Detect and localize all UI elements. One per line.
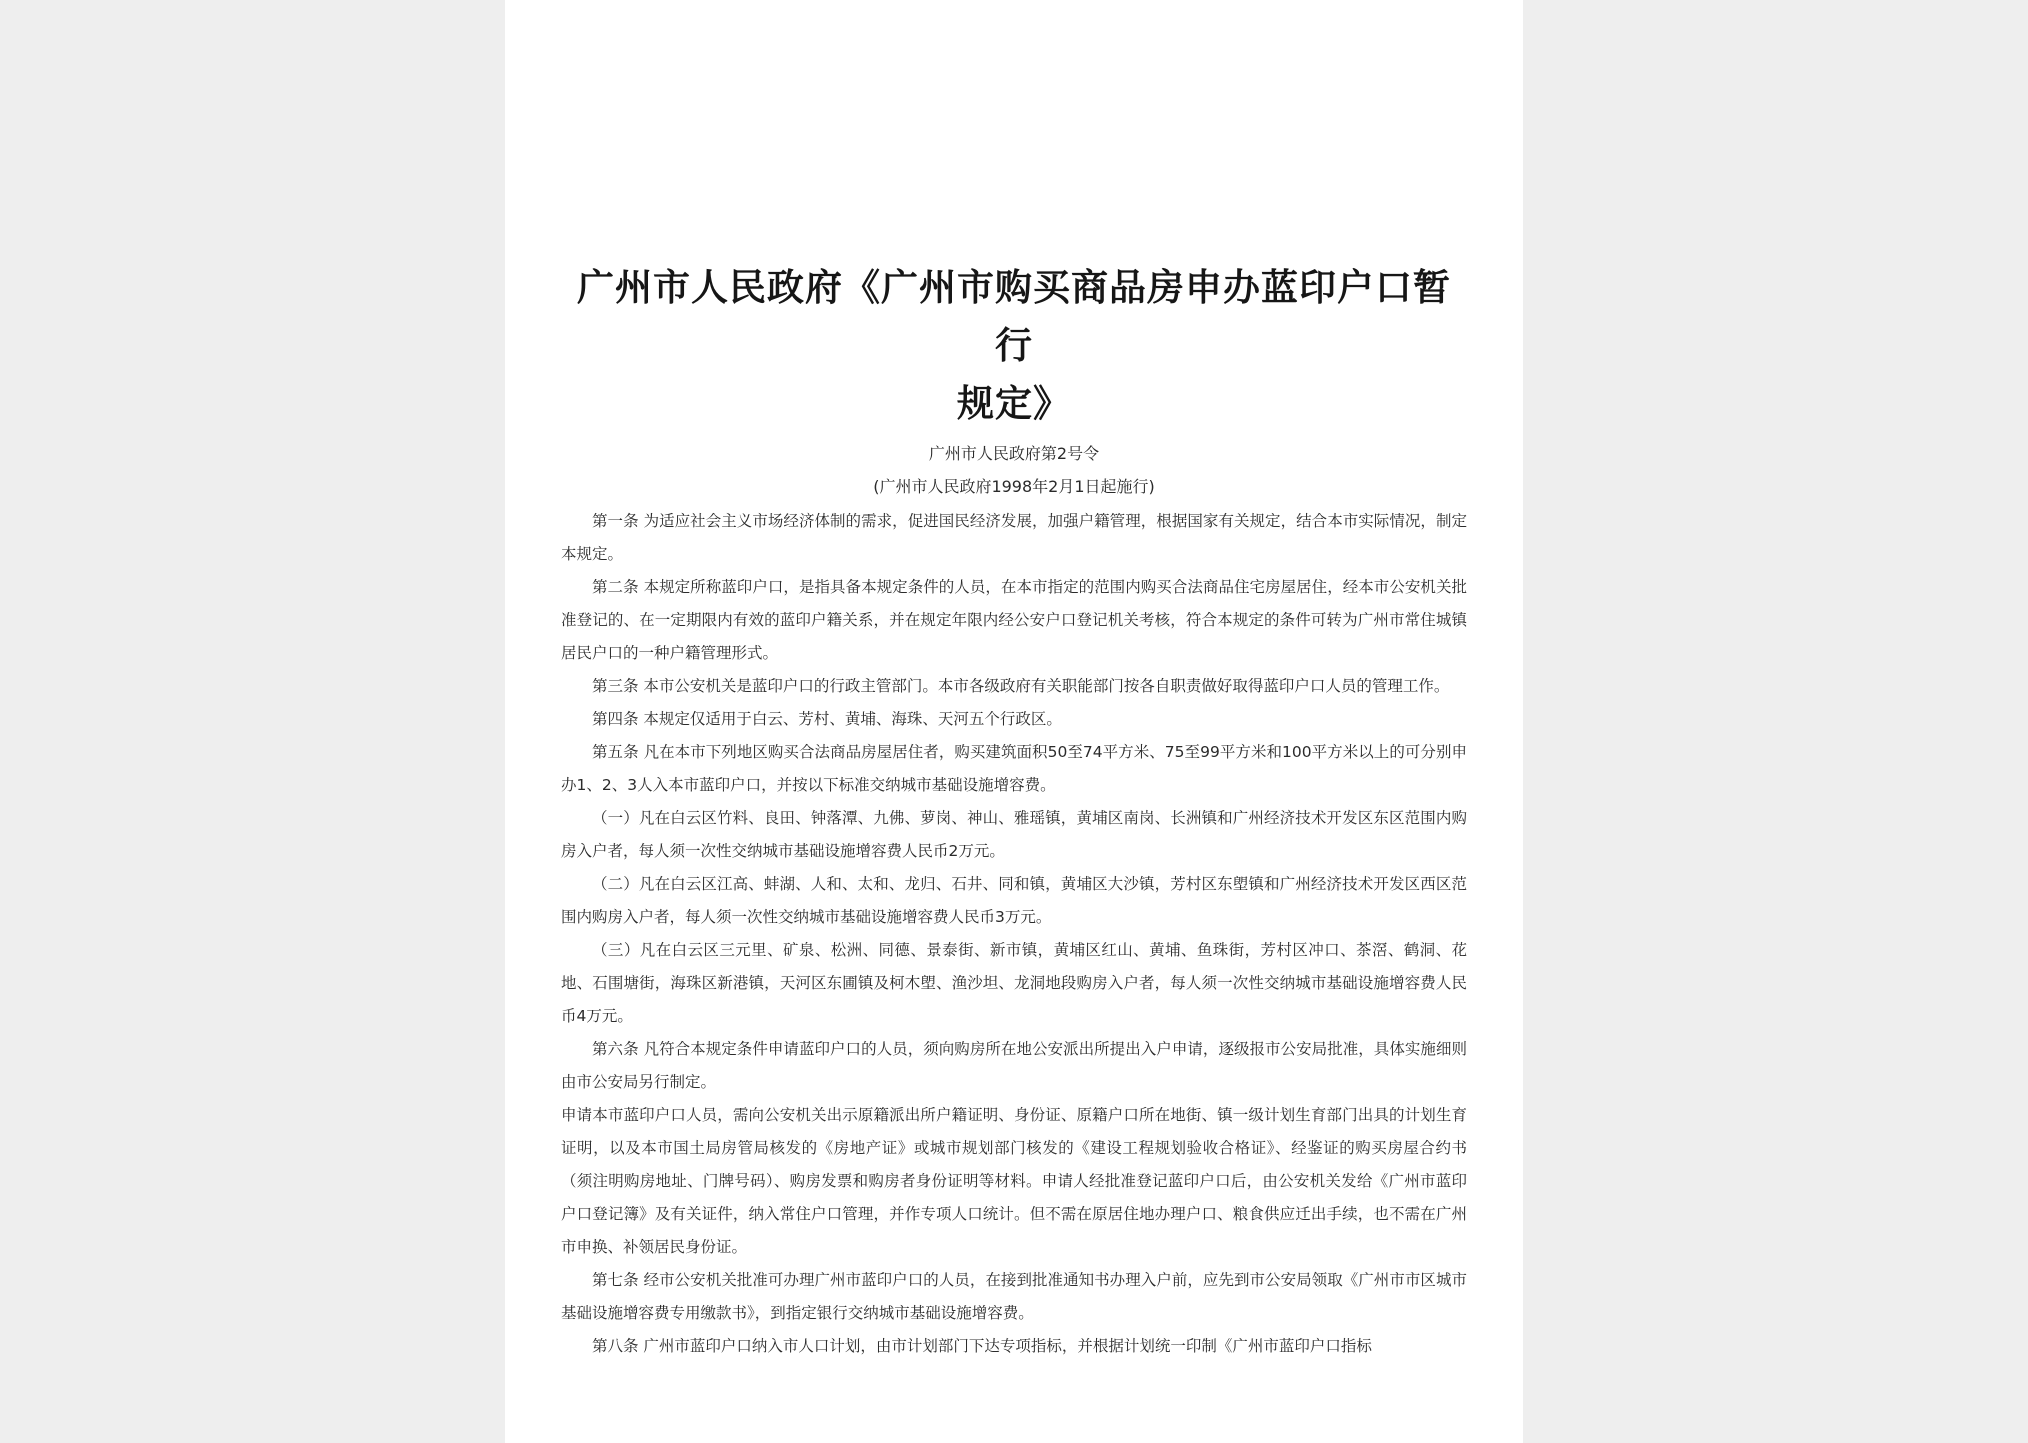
article-6-continued: 申请本市蓝印户口人员，需向公安机关出示原籍派出所户籍证明、身份证、原籍户口所在地街、镇一级计划生育部门出具的计划生育证明，以及本市国土局房管局核发的《房地产证》或城市规划部门核发的《建设工程规划验收合格证》、经鉴证的购买房屋合约书（须注明购房地址、门牌号码）、购房发票和购房者身份证明等材料。申请人经批准登记蓝印户口后，由公安机关发给《广州市蓝印户口登记簿》及有关证件，纳入常住户口管理，并作专项人口统计。但不需在原居住地办理户口、粮食供应迁出手续，也不需在广州市申换、补领居民身份证。 xyxy=(561,1106,1467,1256)
article-5: 第五条 凡在本市下列地区购买合法商品房屋居住者，购买建筑面积50至74平方米、75至99平方米和100平方米以上的可分别申办1、2、3人入本市蓝印户口，并按以下标准交纳城市基础设施增容费。 xyxy=(561,743,1467,794)
document-body xyxy=(561,505,1467,1363)
effective-date: (广州市人民政府1998年2月1日起施行) xyxy=(873,477,1155,496)
article-8: 第八条 广州市蓝印户口纳入市人口计划，由市计划部门下达专项指标，并根据计划统一印制《广州市蓝印户口指标 xyxy=(592,1337,1372,1355)
article-1: 第一条 为适应社会主义市场经济体制的需求，促进国民经济发展，加强户籍管理，根据国家有关规定，结合本市实际情况，制定本规定。 xyxy=(561,512,1467,563)
article-2: 第二条 本规定所称蓝印户口，是指具备本规定条件的人员，在本市指定的范围内购买合法商品住宅房屋居住，经本市公安机关批准登记的、在一定期限内有效的蓝印户籍关系，并在规定年限内经公安户口登记机关考核，符合本规定的条件可转为广州市常住城镇居民户口的一种户籍管理形式。 xyxy=(561,578,1467,662)
title-line-1: 广州市人民政府《广州市购买商品房申办蓝印户口暂行 xyxy=(577,265,1451,367)
article-4: 第四条 本规定仅适用于白云、芳村、黄埔、海珠、天河五个行政区。 xyxy=(592,710,1062,728)
document-title xyxy=(565,258,1463,432)
article-6: 第六条 凡符合本规定条件申请蓝印户口的人员，须向购房所在地公安派出所提出入户申请，逐级报市公安局批准，具体实施细则由市公安局另行制定。 xyxy=(561,1040,1467,1091)
document-page xyxy=(505,0,1523,1443)
article-5-item-3: （三）凡在白云区三元里、矿泉、松洲、同德、景泰街、新市镇，黄埔区红山、黄埔、鱼珠街，芳村区冲口、茶滘、鹤洞、花地、石围塘街，海珠区新港镇，天河区东圃镇及柯木塱、渔沙坦、龙洞地段购房入户者，每人须一次性交纳城市基础设施增容费人民币4万元。 xyxy=(561,941,1467,1025)
article-7: 第七条 经市公安机关批准可办理广州市蓝印户口的人员，在接到批准通知书办理入户前，应先到市公安局领取《广州市市区城市基础设施增容费专用缴款书》，到指定银行交纳城市基础设施增容费。 xyxy=(561,1271,1467,1322)
title-line-2: 规定》 xyxy=(957,381,1071,425)
article-5-item-1: （一）凡在白云区竹料、良田、钟落潭、九佛、萝岗、神山、雅瑶镇，黄埔区南岗、长洲镇和广州经济技术开发区东区范围内购房入户者，每人须一次性交纳城市基础设施增容费人民币2万元。 xyxy=(561,809,1467,860)
article-3: 第三条 本市公安机关是蓝印户口的行政主管部门。本市各级政府有关职能部门按各自职责做好取得蓝印户口人员的管理工作。 xyxy=(592,677,1450,695)
article-5-item-2: （二）凡在白云区江高、蚌湖、人和、太和、龙归、石井、同和镇，黄埔区大沙镇，芳村区东塱镇和广州经济技术开发区西区范围内购房入户者，每人须一次性交纳城市基础设施增容费人民币3万元。 xyxy=(561,875,1467,926)
order-number: 广州市人民政府第2号令 xyxy=(928,444,1100,463)
